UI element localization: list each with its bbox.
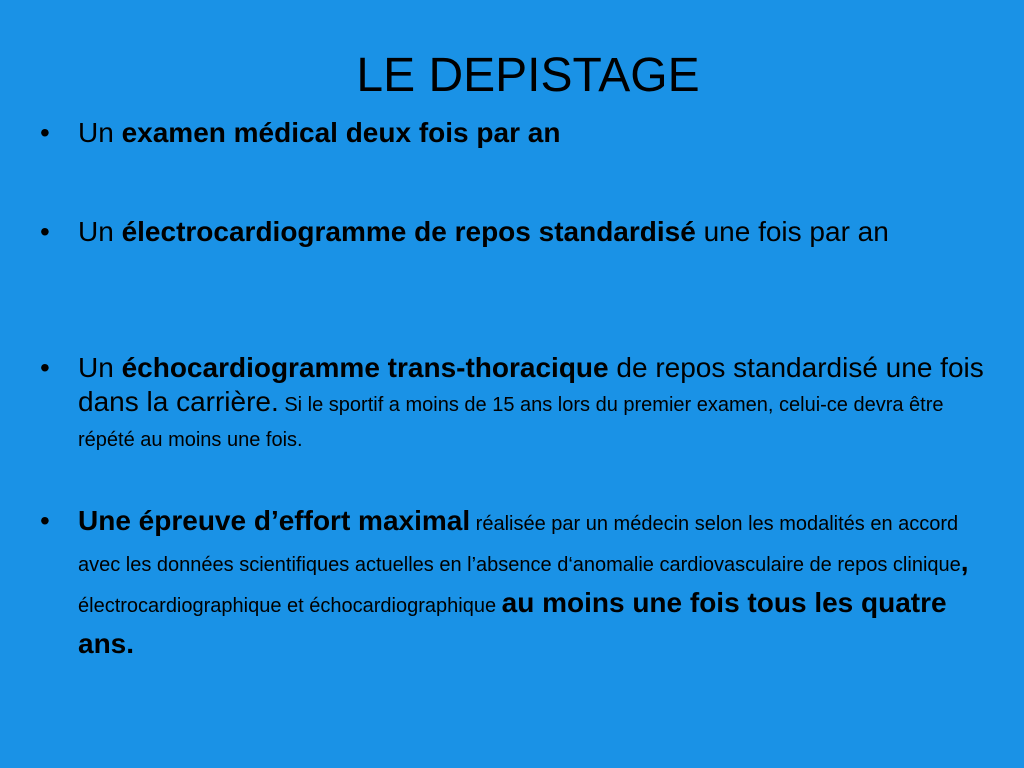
bullet-item-effort-test [40, 502, 998, 663]
bullet-text: Un [78, 117, 122, 148]
bullet-icon: • [40, 216, 50, 247]
bullet-text: Un [78, 352, 122, 383]
bullet-text: une fois par an [695, 216, 889, 247]
bullet-text-bold: au moins une fois tous les quatre ans. [78, 587, 947, 659]
bullet-text: Un [78, 216, 122, 247]
bullet-comma: , [960, 546, 969, 577]
bullet-icon: • [40, 352, 50, 383]
bullet-note: Si le sportif a moins de 15 ans lors du premier examen, celui-ce devra être répété au moins une fois. [78, 394, 944, 451]
bullet-item-echo [40, 351, 998, 455]
bullet-text-bold: échocardiogramme trans-thoracique [121, 352, 609, 383]
bullet-text-bold: examen médical deux fois par an [121, 117, 561, 148]
bullet-icon: • [40, 505, 50, 536]
slide-title: LE DEPISTAGE [356, 49, 700, 102]
bullet-icon: • [40, 117, 50, 148]
bullet-item-ecg [40, 215, 998, 249]
bullet-text-small: réalisée par un médecin selon les modalités en accord avec les données scientifiques actuelles en l’absence d‘anomalie cardiovasculaire de repos clinique [78, 513, 961, 576]
bullet-text-small: électrocardiographique et échocardiographique [78, 595, 502, 617]
bullet-text-bold: Une épreuve d’effort maximal [78, 505, 471, 536]
bullet-text-bold: électrocardiogramme de repos standardisé [121, 216, 696, 247]
bullet-item-exam [40, 116, 998, 150]
bullet-text: de repos standardisé une fois dans la carrière. [78, 352, 984, 417]
